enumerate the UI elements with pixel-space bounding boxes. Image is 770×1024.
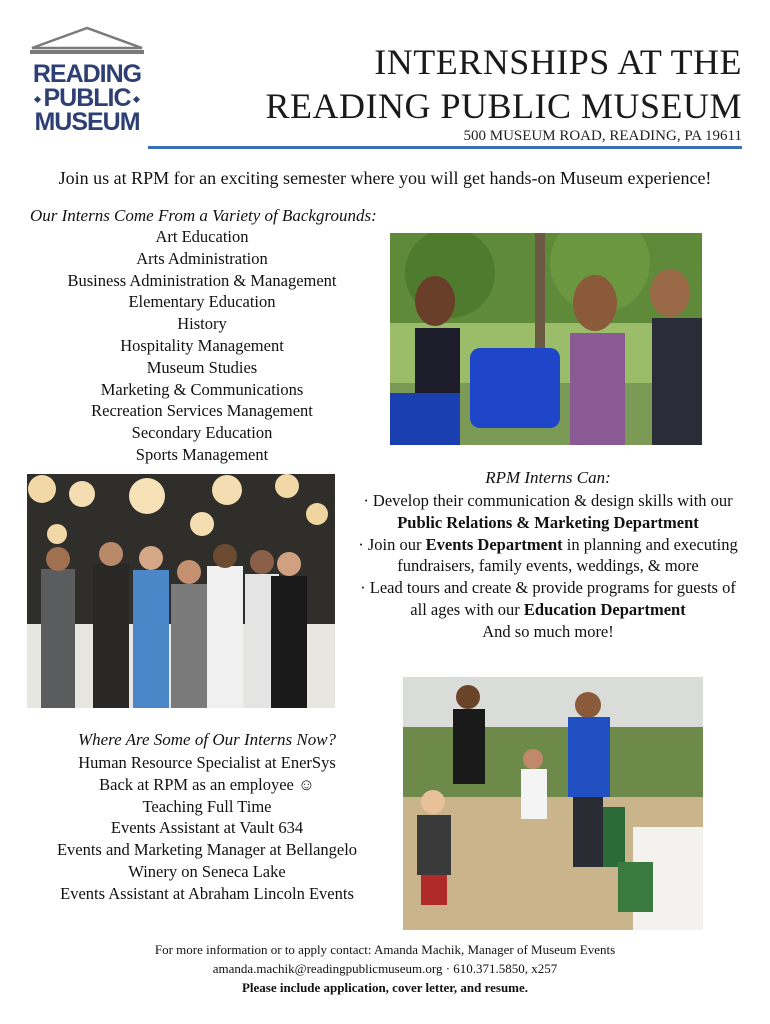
list-item: History xyxy=(177,314,227,334)
list-item: · Join our Events Department in planning and executing fundraisers, family events, weddings, & more xyxy=(358,534,738,576)
title-line-1: INTERNSHIPS AT THE xyxy=(374,42,742,82)
list-item: Events Assistant at Abraham Lincoln Events xyxy=(60,883,354,903)
contact-footer xyxy=(0,940,770,997)
list-item: Events Assistant at Vault 634 xyxy=(110,818,304,838)
logo-line-3: MUSEUM xyxy=(34,108,140,136)
backgrounds-list xyxy=(40,226,364,466)
title-divider xyxy=(148,146,742,149)
list-item: Recreation Services Management xyxy=(91,401,313,421)
logo-line-2: PUBLIC xyxy=(28,84,146,113)
museum-logo xyxy=(28,26,150,136)
now-list xyxy=(30,752,384,905)
photo-interns-outdoor xyxy=(390,233,702,445)
list-item: Human Resource Specialist at EnerSys xyxy=(78,753,336,772)
contact-line: For more information or to apply contact: Amanda Machik, Manager of Museum Events xyxy=(154,942,616,957)
list-item: Back at RPM as an employee ☺ xyxy=(99,774,315,794)
can-list xyxy=(350,490,746,643)
list-item: Teaching Full Time xyxy=(142,796,272,816)
list-item: Business Administration & Management xyxy=(67,270,337,290)
intro-text: Join us at RPM for an exciting semester where you will get hands-on Museum experience! xyxy=(58,168,712,188)
museum-roof-icon xyxy=(28,26,146,58)
photo-interns-group xyxy=(27,474,335,708)
photo-event-children xyxy=(403,677,703,930)
list-item: Elementary Education xyxy=(128,292,276,312)
list-item: Art Education xyxy=(155,227,249,246)
can-heading: RPM Interns Can: xyxy=(485,468,611,487)
now-heading: Where Are Some of Our Interns Now? xyxy=(77,730,337,749)
list-item: Secondary Education xyxy=(131,423,273,443)
contact-email-phone: amanda.machik@readingpublicmuseum.org · 610.371.5850, x257 xyxy=(212,961,558,976)
page-title xyxy=(222,40,742,128)
title-line-2: READING PUBLIC MUSEUM xyxy=(265,86,742,126)
list-item: And so much more! xyxy=(482,621,614,641)
list-item: Arts Administration xyxy=(136,248,268,268)
application-note: Please include application, cover letter, and resume. xyxy=(241,980,529,995)
backgrounds-heading: Our Interns Come From a Variety of Backgrounds: xyxy=(30,206,377,225)
list-item: · Develop their communication & design skills with our Public Relations & Marketing Department xyxy=(363,491,733,532)
list-item: Hospitality Management xyxy=(120,335,284,355)
list-item: Events and Marketing Manager at Bellangelo xyxy=(56,840,358,860)
list-item: Marketing & Communications xyxy=(100,379,304,399)
list-item: Winery on Seneca Lake xyxy=(128,861,286,881)
museum-address: 500 MUSEUM ROAD, READING, PA 19611 xyxy=(463,128,742,144)
logo-line-1: READING xyxy=(32,60,142,88)
list-item: Sports Management xyxy=(135,444,269,464)
list-item: · Lead tours and create & provide programs for guests of all ages with our Education Department xyxy=(360,578,736,619)
list-item: Museum Studies xyxy=(146,357,258,377)
